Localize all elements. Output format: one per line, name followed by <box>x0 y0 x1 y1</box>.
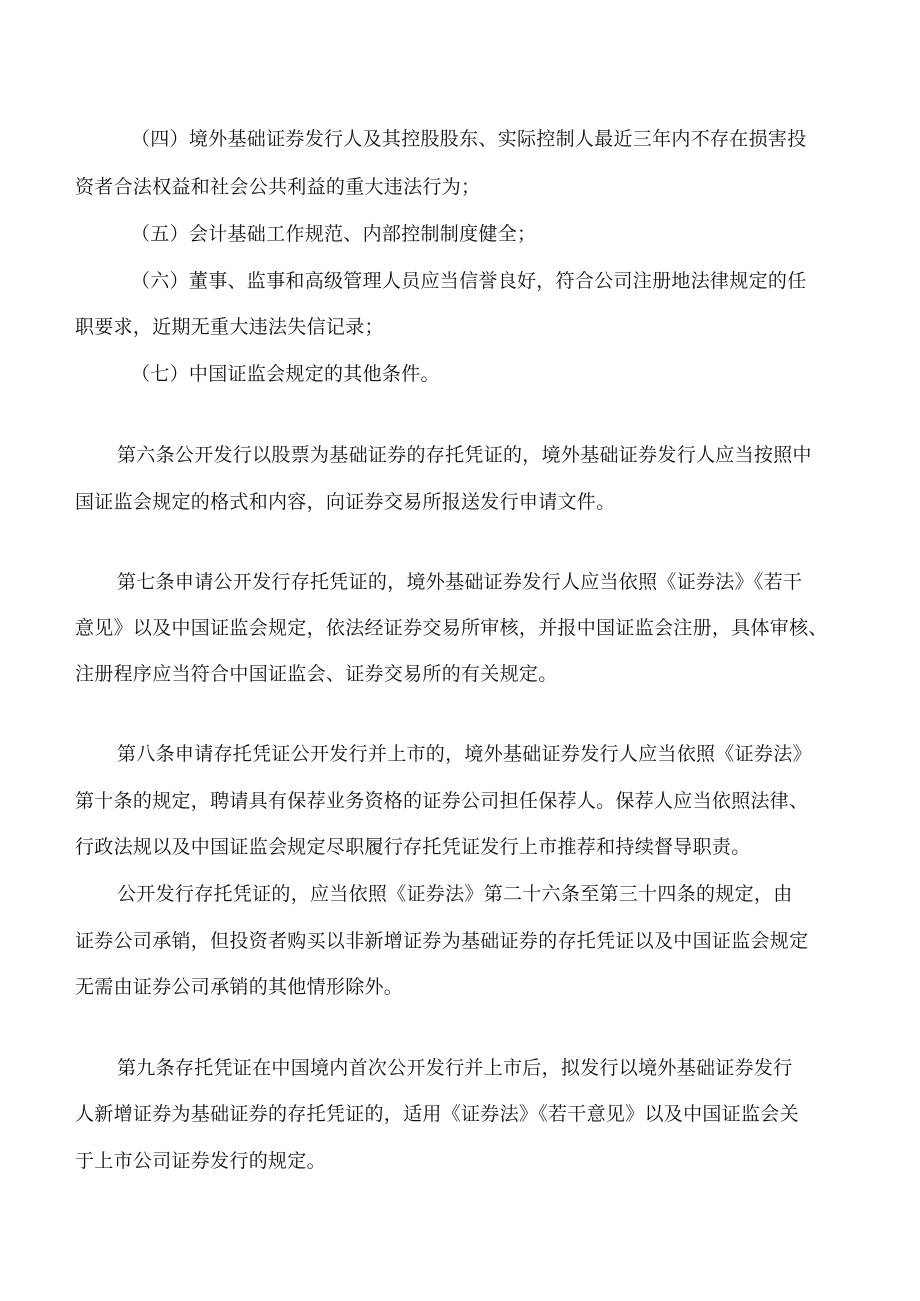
article-7-line-3: 注册程序应当符合中国证监会、证券交易所的有关规定。 <box>75 663 558 685</box>
article-8-para-2-line-2: 证券公司承销，但投资者购买以非新增证券为基础证券的存托凭证以及中国证监会规定 <box>75 930 809 952</box>
item-4-line-1: （四）境外基础证券发行人及其控股股东、实际控制人最近三年内不存在损害投 <box>131 128 807 150</box>
article-8-line-3: 行政法规以及中国证监会规定尽职履行存托凭证发行上市推荐和持续督导职责。 <box>75 836 751 858</box>
article-8-line-1: 第八条申请存托凭证公开发行并上市的，境外基础证券发行人应当依照《证券法》 <box>117 743 812 765</box>
article-8-para-2-line-1: 公开发行存托凭证的，应当依照《证券法》第二十六条至第三十四条的规定，由 <box>117 883 793 905</box>
article-7-line-1: 第七条申请公开发行存托凭证的，境外基础证券发行人应当依照《证券法》《若干 <box>117 571 803 593</box>
item-6-line-2: 职要求，近期无重大违法失信记录； <box>75 316 384 338</box>
item-4-line-2: 资者合法权益和社会公共利益的重大违法行为； <box>75 176 481 198</box>
article-6-line-1: 第六条公开发行以股票为基础证券的存托凭证的，境外基础证券发行人应当按照中 <box>117 444 812 466</box>
article-7-line-2: 意见》以及中国证监会规定，依法经证券交易所审核，并报中国证监会注册，具体审核、 <box>75 617 828 639</box>
item-7-line-1: （七）中国证监会规定的其他条件。 <box>131 363 440 385</box>
article-9-line-2: 人新增证券为基础证券的存托凭证的，适用《证券法》《若干意见》以及中国证监会关 <box>75 1103 799 1125</box>
item-6-line-1: （六）董事、监事和高级管理人员应当信誉良好，符合公司注册地法律规定的任 <box>131 270 807 292</box>
article-8-para-2-line-3: 无需由证券公司承销的其他情形除外。 <box>75 976 404 998</box>
article-9-line-3: 于上市公司证券发行的规定。 <box>75 1150 326 1172</box>
item-5-line-1: （五）会计基础工作规范、内部控制制度健全； <box>131 223 537 245</box>
article-6-line-2: 国证监会规定的格式和内容，向证券交易所报送发行申请文件。 <box>75 491 616 513</box>
article-9-line-1: 第九条存托凭证在中国境内首次公开发行并上市后，拟发行以境外基础证券发行 <box>117 1057 793 1079</box>
article-8-line-2: 第十条的规定，聘请具有保荐业务资格的证券公司担任保荐人。保荐人应当依照法律、 <box>75 790 809 812</box>
